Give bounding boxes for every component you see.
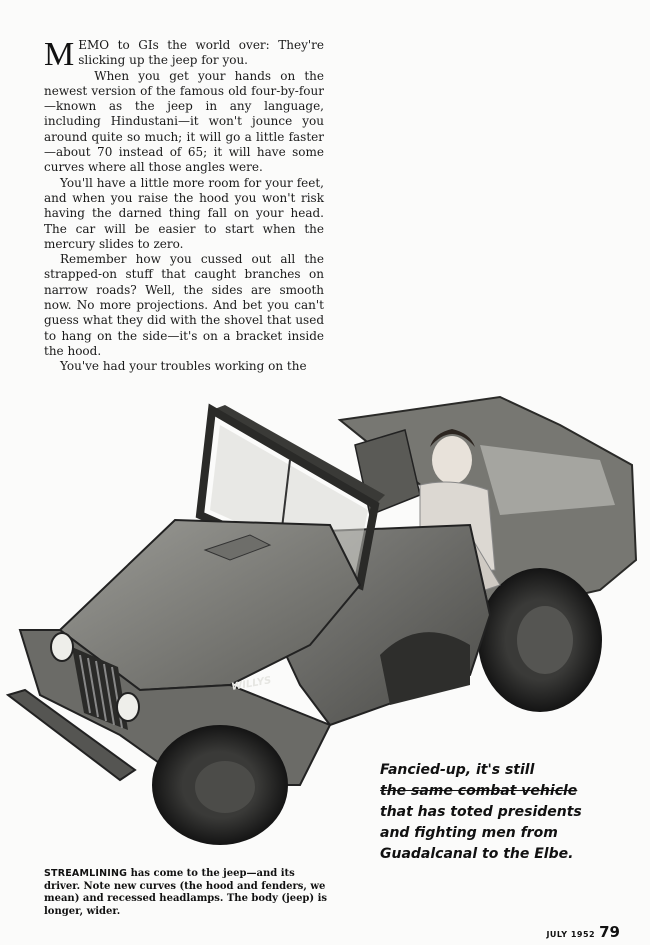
pull-quote	[380, 760, 635, 865]
article-text	[44, 38, 324, 375]
caption-body: has come to the jeep—and its driver. Note new curves (the hood and fenders, we mean) and recessed headlamps. The body (jeep) is longer, wider.	[44, 868, 328, 917]
article-paragraph: You'll have a little more room for your feet, and when you raise the hood you won't risk having the darned thing fall on your head. The car will be easier to start when the mercury slides to zero.	[44, 175, 324, 251]
pull-quote-line: the same combat vehicle	[380, 783, 578, 799]
page-number: 79	[599, 923, 620, 941]
pull-quote-line: that has toted presidents	[380, 804, 582, 820]
pull-quote-line: Fancied-up, it's still	[380, 762, 535, 778]
pull-quote-line: and fighting men from	[380, 825, 558, 841]
page-folio	[546, 922, 620, 941]
article-paragraph: You've had your troubles working on the	[60, 359, 307, 374]
pull-quote-line: Guadalcanal to the Elbe.	[380, 846, 574, 862]
paragraph-text: EMO to GIs the world over: They're slicking up the jeep for you.	[78, 38, 324, 68]
drop-cap: M	[44, 36, 75, 73]
photo-caption	[44, 868, 329, 918]
caption-lead: STREAMLINING	[44, 868, 128, 879]
issue-date: JULY 1952	[546, 930, 596, 939]
hood-badge: WILLYS	[230, 675, 273, 693]
headlamp-left	[51, 633, 73, 661]
article-paragraph	[44, 36, 324, 73]
headlamp-right	[117, 693, 139, 721]
article-paragraph: Remember how you cussed out all the strapped-on stuff that caught branches on narrow roads? Well, the sides are smooth now. No more projections. And bet you can't guess what they did with the shovel that used to hang on the side—it's on a bracket inside the hood.	[44, 252, 324, 358]
article-paragraph: When you get your hands on the newest version of the famous old four-by-four—known as the jeep in any language, including Hindustani—it won't jounce you around quite so much; it will go a little faster—about 70 instead of 65; it will have some curves where all those angles were.	[44, 68, 324, 175]
